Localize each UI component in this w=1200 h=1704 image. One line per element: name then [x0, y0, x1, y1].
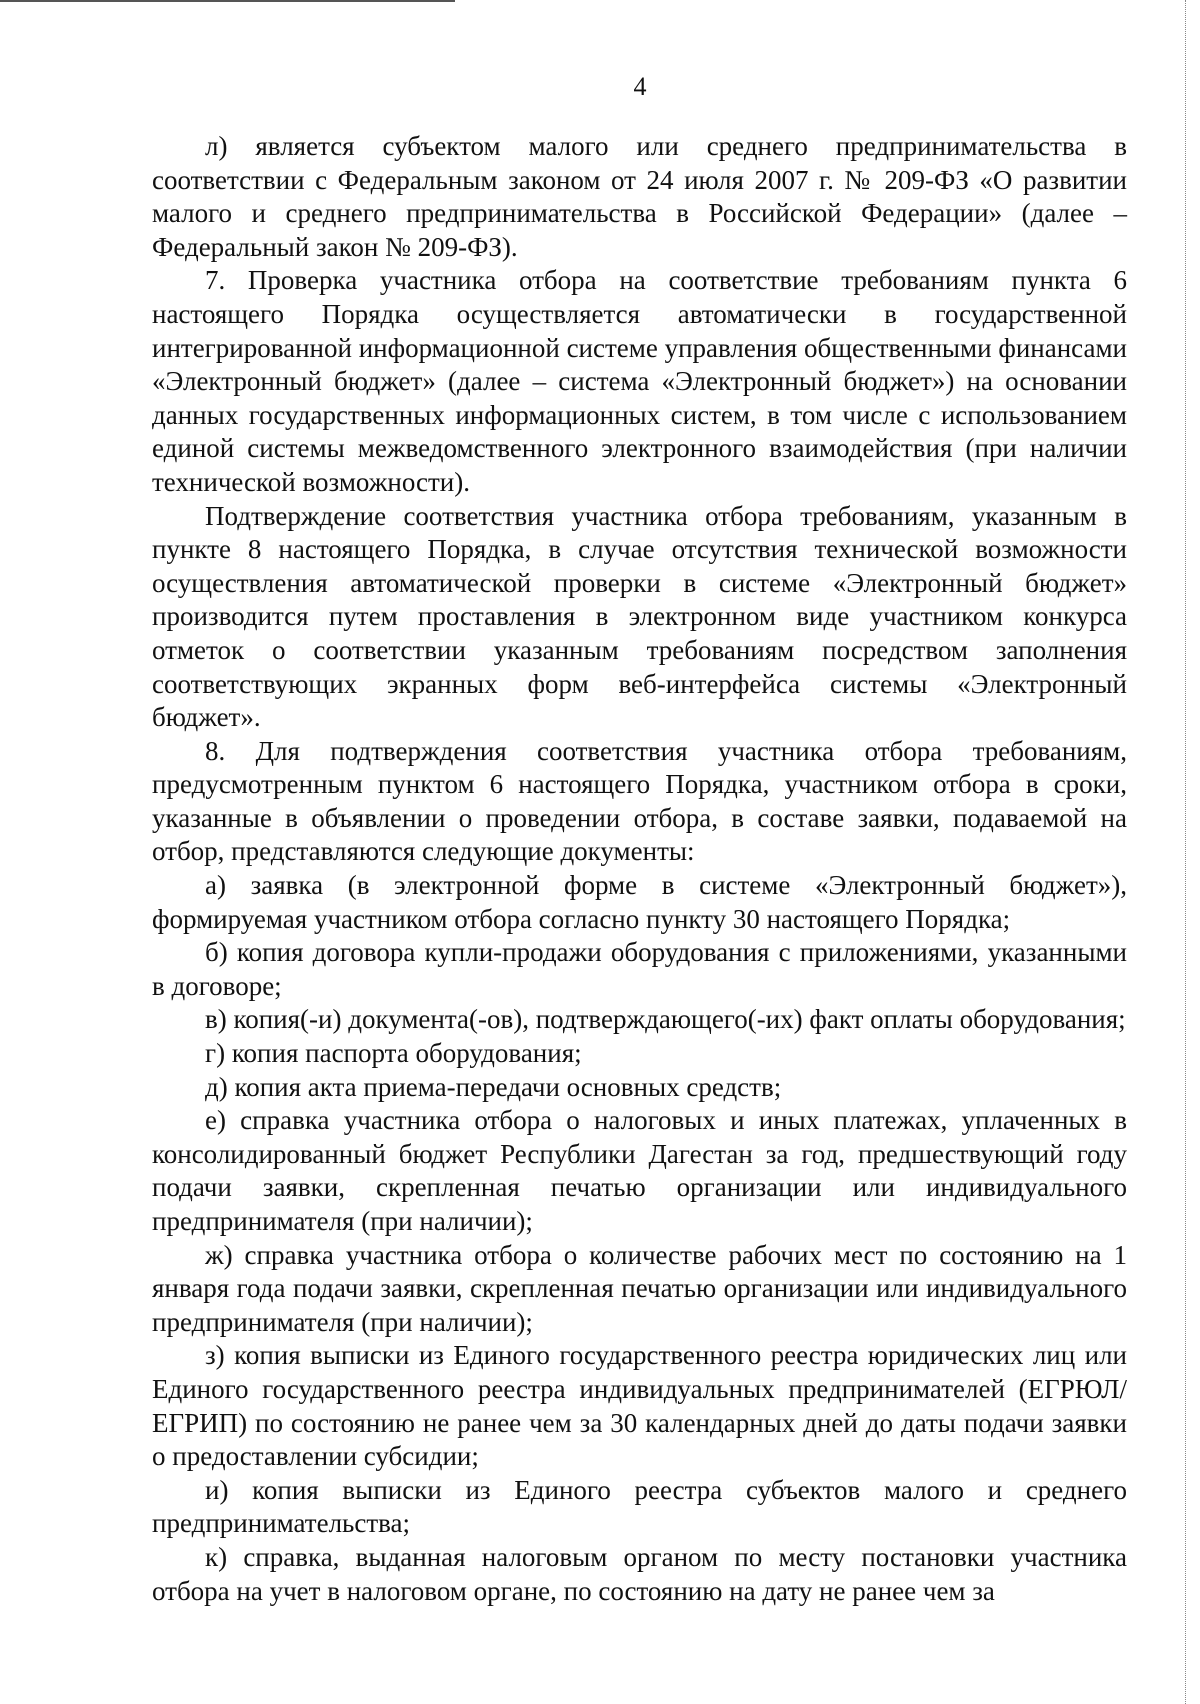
page-number: 4	[633, 72, 647, 101]
list-item-b: б) копия договора купли-продажи оборудования с приложениями, указанными в договоре;	[152, 937, 1127, 1001]
paragraph-confirmation: Подтверждение соответствия участника отбора требованиям, указанным в пункте 8 настоящего Порядка, в случае отсутствия технической возможности осуществления автоматической проверки в системе «Электронный бюджет» производится путем проставления в электронном виде участником конкурса отметок о соответствии указанным требованиям посредством заполнения соответствующих экранных форм веб-интерфейса системы «Электронный бюджет».	[152, 500, 1127, 733]
list-item-k: к) справка, выданная налоговым органом по месту постановки участника отбора на учет в налоговом органе, по состоянию на дату не ранее чем за	[152, 1541, 1127, 1606]
list-item-d: д) копия акта приема-передачи основных средств;	[205, 1071, 782, 1102]
document-body	[152, 130, 1127, 1608]
list-item-zh: ж) справка участника отбора о количестве рабочих мест по состоянию на 1 января года подачи заявки, скрепленная печатью организации или индивидуального предпринимателя (при наличии);	[152, 1239, 1127, 1337]
paragraph-clause-8: 8. Для подтверждения соответствия участника отбора требованиям, предусмотренным пунктом 6 настоящего Порядка, участником отбора в сроки, указанные в объявлении о проведении отбора, в составе заявки, подаваемой на отбор, представляются следующие документы:	[152, 735, 1127, 867]
list-item-g: г) копия паспорта оборудования;	[205, 1038, 582, 1069]
scan-edge-top	[0, 0, 455, 2]
list-item-e: е) справка участника отбора о налоговых и иных платежах, уплаченных в консолидированный бюджет Республики Дагестан за год, предшествующий году подачи заявки, скрепленная печатью организации или индивидуального предпринимателя (при наличии);	[152, 1105, 1127, 1236]
paragraph-clause-7: 7. Проверка участника отбора на соответствие требованиям пункта 6 настоящего Порядка осуществляется автоматически в государственной интегрированной информационной системе управления общественными финансами «Электронный бюджет» (далее – система «Электронный бюджет») на основании данных государственных информационных систем, в том числе с использованием единой системы межведомственного электронного взаимодействия (при наличии технической возможности).	[152, 265, 1127, 497]
list-item-z: з) копия выписки из Единого государственного реестра юридических лиц или Единого государственного реестра индивидуальных предпринимателей (ЕГРЮЛ/ЕГРИП) по состоянию не ранее чем за 30 календарных дней до даты подачи заявки о предоставлении субсидии;	[152, 1340, 1127, 1472]
paragraph-item-l: л) является субъектом малого или среднего предпринимательства в соответствии с Федеральным законом от 24 июля 2007 г. № 209-ФЗ «О развитии малого и среднего предпринимательства в Российской Федерации» (далее – Федеральный закон № 209-ФЗ).	[152, 131, 1127, 262]
list-item-a: а) заявка (в электронной форме в системе «Электронный бюджет»), формируемая участником отбора согласно пункту 30 настоящего Порядка;	[152, 870, 1127, 934]
list-item-i: и) копия выписки из Единого реестра субъектов малого и среднего предпринимательства;	[152, 1474, 1127, 1539]
list-item-v: в) копия(-и) документа(-ов), подтверждающего(-их) факт оплаты оборудования;	[205, 1004, 1126, 1035]
scan-edge-right	[1184, 0, 1186, 1704]
